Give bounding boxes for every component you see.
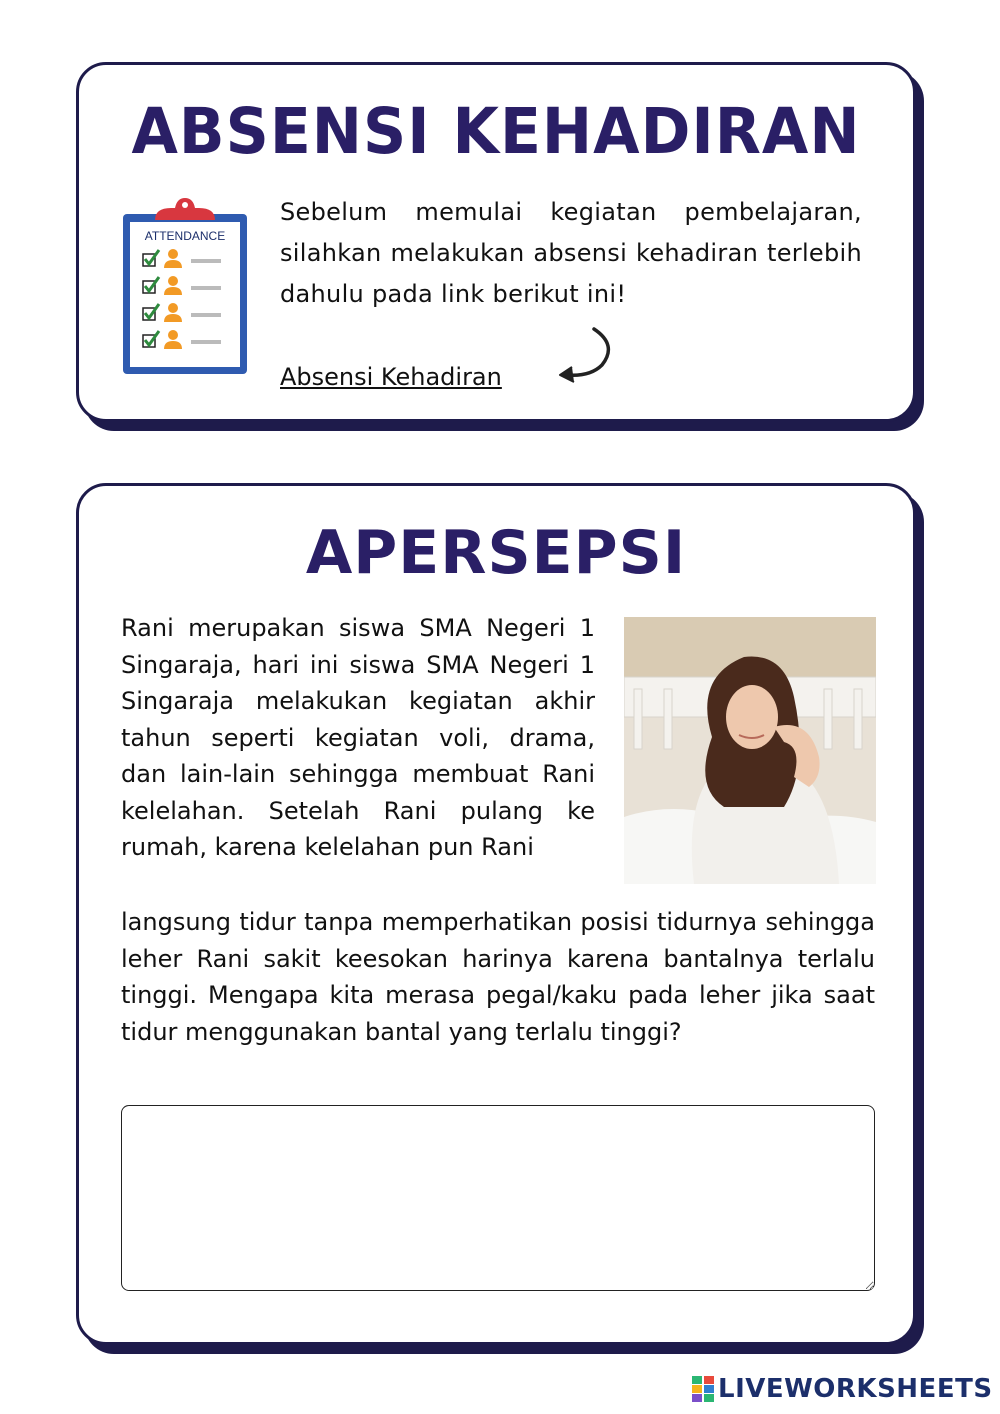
liveworksheets-mark-icon xyxy=(692,1376,714,1402)
story-paragraph-full: langsung tidur tanpa memperhatikan posisi tidurnya sehingga leher Rani sakit keesokan harinya karena bantalnya terlalu tinggi. Mengapa kita merasa pegal/kaku pada leher jika saat tidur menggunakan bantal yang terlalu tinggi? xyxy=(121,908,875,1047)
woman-neck-pain-photo xyxy=(624,617,876,884)
liveworksheets-logo xyxy=(692,1372,993,1406)
attendance-instructions: Sebelum memulai kegiatan pembelajaran, silahkan melakukan absensi kehadiran terlebih dahulu pada link berikut ini! xyxy=(280,198,862,308)
attendance-clipboard-icon xyxy=(121,198,249,376)
watermark-text: LIVEWORKSHEETS xyxy=(718,1374,993,1404)
attendance-card xyxy=(76,62,916,422)
apersepsi-card xyxy=(76,483,916,1345)
story-paragraph-wrapped: Rani merupakan siswa SMA Negeri 1 Singaraja, hari ini siswa SMA Negeri 1 Singaraja melakukan kegiatan akhir tahun seperti kegiatan voli, drama, dan lain-lain sehingga membuat Rani kelelahan. Setelah Rani pulang ke rumah, karena kelelahan pun Rani xyxy=(121,614,595,861)
clipboard-label: ATTENDANCE xyxy=(144,229,226,243)
answer-input[interactable] xyxy=(121,1105,875,1291)
apersepsi-title: APERSEPSI xyxy=(305,518,687,588)
attendance-title: ABSENSI KEHADIRAN xyxy=(131,95,861,169)
attendance-link[interactable]: Absensi Kehadiran xyxy=(280,363,502,391)
curved-arrow-icon xyxy=(556,327,628,387)
